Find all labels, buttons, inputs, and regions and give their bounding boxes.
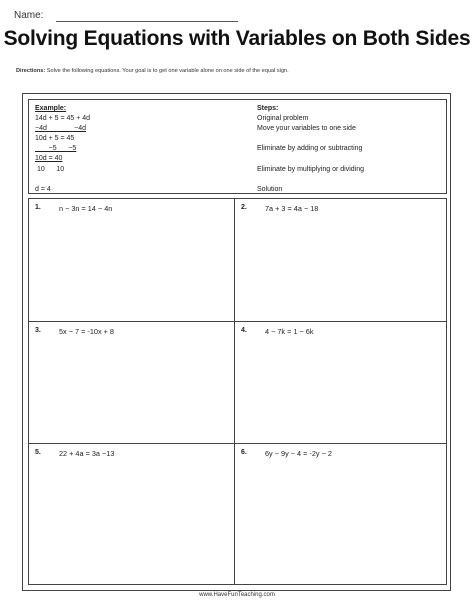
step-line: Original problem	[257, 115, 309, 123]
example-line: 10d = 40	[35, 155, 63, 163]
example-box	[28, 99, 447, 194]
name-line[interactable]	[56, 21, 238, 22]
problem-number: 3.	[35, 327, 41, 334]
step-line: Solution	[257, 185, 283, 193]
step-line	[257, 154, 364, 164]
worksheet-title: Solving Equations with Variables on Both Sides	[3, 27, 471, 50]
step-line: Eliminate by adding or subtracting	[257, 145, 363, 153]
steps-heading: Steps:	[257, 105, 279, 112]
problem-number: 2.	[241, 204, 247, 211]
directions-label: Directions:	[16, 68, 46, 74]
problem-box-2[interactable]	[234, 198, 447, 323]
problem-box-5[interactable]	[28, 443, 235, 585]
example-steps	[257, 104, 364, 195]
directions-text: Solve the following equations. Your goal is to get one variable alone on one side of the equal sign.	[46, 68, 289, 74]
problem-equation: 6y − 9y − 4 = -2y − 2	[265, 449, 332, 458]
problem-number: 4.	[241, 327, 247, 334]
example-line: 10d + 5 = 45	[35, 135, 75, 143]
problem-box-6[interactable]	[234, 443, 447, 585]
problem-box-1[interactable]	[28, 198, 235, 323]
step-line	[257, 175, 364, 185]
example-line	[35, 175, 90, 185]
worksheet-sheet	[22, 93, 451, 591]
example-heading: Example:	[35, 105, 67, 112]
example-work	[35, 104, 90, 195]
problem-box-3[interactable]	[28, 321, 235, 445]
step-line: Move your variables to one side	[257, 125, 356, 133]
problem-equation: 22 + 4a = 3a −13	[59, 449, 115, 458]
problem-number: 6.	[241, 449, 247, 456]
footer-site: www.HaveFunTeaching.com	[199, 592, 275, 598]
problem-equation: n − 3n = 14 − 4n	[59, 204, 113, 213]
step-line	[257, 134, 364, 144]
directions	[16, 68, 289, 74]
problem-equation: 7a + 3 = 4a − 18	[265, 204, 319, 213]
problem-number: 5.	[35, 449, 41, 456]
problem-number: 1.	[35, 204, 41, 211]
example-line: −5 −5	[35, 145, 77, 153]
example-line: 14d + 5 = 45 + 4d	[35, 115, 91, 123]
problem-box-4[interactable]	[234, 321, 447, 445]
example-line: d = 4	[35, 185, 51, 193]
problem-equation: 5x − 7 = -10x + 8	[59, 327, 114, 336]
example-line: −4d −4d	[35, 125, 86, 133]
name-label: Name:	[14, 10, 44, 21]
step-line: Eliminate by multiplying or dividing	[257, 165, 364, 173]
problem-equation: 4 − 7k = 1 − 6k	[265, 327, 314, 336]
example-line: 10 10	[35, 165, 65, 173]
